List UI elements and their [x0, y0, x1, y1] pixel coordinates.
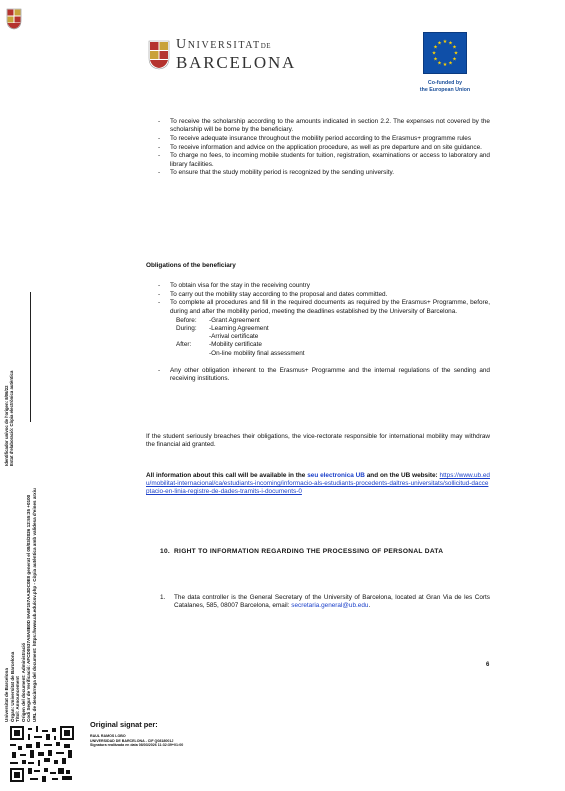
side-stamp-verification [4, 422, 38, 722]
doc-item: -Learning Agreement [209, 325, 269, 333]
page-number: 6 [486, 662, 490, 668]
section-10-number: 10. [160, 548, 171, 555]
signature-date: Signatura realitzada en data 08/03/2026 11:32:39+01:00 [90, 743, 184, 748]
side-stamp-line: Origen del document: Administració [20, 642, 26, 722]
svg-text:★: ★ [442, 39, 448, 45]
doc-stage: Before: [176, 316, 197, 324]
doc-row [176, 325, 490, 333]
ub-crest-icon [6, 8, 22, 30]
list-item: - Any other obligation inherent to the Erasmus+ Programme and the internal regulations of the sending and receiving institutions. [146, 367, 490, 383]
list-item: - To receive adequate insurance throughout the mobility period according to the Erasmus+ programme rules [146, 135, 490, 143]
svg-text:★: ★ [448, 40, 453, 47]
section-10-item-text: The data controller is the General Secretary of the University of Barcelona, located at Gran Via de les Corts Catalanes, 585, 08007 Barcelona, email: [174, 594, 490, 610]
doc-row [176, 333, 490, 341]
obligations-heading: Obligations of the beneficiary [146, 262, 236, 269]
eu-caption [404, 80, 486, 93]
signer-org: UNIVERSIDAD DE BARCELONA - CIF Q0818001J [90, 738, 174, 743]
ub-name-de: DE [260, 42, 272, 50]
obligations-list [146, 282, 490, 316]
info-paragraph [146, 472, 490, 497]
svg-text:★: ★ [437, 60, 442, 67]
signer-name: RAUL RAMOS LOBO [90, 734, 126, 738]
svg-text:★: ★ [452, 44, 457, 51]
svg-text:★: ★ [431, 50, 437, 57]
svg-text:★: ★ [433, 44, 438, 51]
signature-details [90, 734, 183, 748]
rights-section [146, 118, 490, 178]
side-stamp-line: URL de descàrrega del document: https://www.ub.edu/csv.php - Còpia autèntica amb validesa d'eines arxiu [31, 488, 37, 722]
doc-stage [176, 333, 209, 341]
doc-stage: After: [176, 341, 192, 349]
side-stamp-line: Codi Segur de Verificació: AFCD0537A8A8B0D 9A6F157AA3DC0E8 generat el 08/03/2026 12:55:35 +0100 [26, 494, 32, 722]
list-item: - To ensure that the study mobility period is recognized by the sending university. [146, 169, 490, 177]
section-10-item-number: 1. [160, 594, 166, 601]
doc-row [176, 341, 490, 349]
eu-flag [423, 32, 467, 74]
svg-text:★: ★ [452, 56, 457, 63]
list-item: - To carry out the mobility stay according to the proposal and dates committed. [146, 291, 490, 299]
ub-logo-crest-icon [148, 40, 170, 70]
signature-label: Original signat per: [90, 720, 158, 729]
required-documents [176, 317, 490, 358]
list-item: - To charge no fees, to incoming mobile students for tuition, registration, examinations or access to laboratory and library facilities. [146, 152, 490, 168]
side-stamp-line: Òrgan: Universitat de Barcelona [9, 651, 15, 722]
ub-name-line1: Universitat [176, 37, 261, 52]
rights-list [146, 118, 490, 177]
section-10-item [160, 594, 490, 610]
doc-item: -Arrival certificate [209, 333, 259, 341]
side-divider [30, 292, 31, 422]
secretaria-email-link[interactable]: secretaria.general@ub.edu [291, 602, 369, 610]
info-middle: and on the UB website: [364, 472, 440, 479]
doc-item: -Mobility certificate [209, 341, 262, 349]
eu-stars-icon [424, 33, 466, 73]
info-prefix: All information about this call will be available in the [146, 472, 308, 479]
eu-caption-line1: Co-funded by [427, 80, 463, 86]
svg-text:★: ★ [453, 50, 459, 57]
doc-stage: During: [176, 325, 197, 333]
svg-text:★: ★ [433, 56, 438, 63]
svg-text:★: ★ [442, 62, 448, 68]
doc-row [176, 317, 490, 325]
svg-text:★: ★ [437, 40, 442, 47]
list-item: - To receive information and advice on the application procedure, as well as pre departure and on site guidance. [146, 144, 490, 152]
side-stamp-line: Universitat de Barcelona [4, 668, 9, 722]
ub-name-line2: BARCELONA [176, 53, 297, 72]
email-suffix: . [368, 602, 371, 610]
seu-electronica-link[interactable]: seu electronica UB [307, 472, 365, 479]
section-10-heading [160, 548, 490, 557]
side-stamp-line: Títol: Announcement [15, 676, 21, 722]
qr-code-icon [10, 726, 74, 782]
obligations-list-extra [146, 367, 490, 383]
doc-row [176, 350, 490, 358]
list-item: - To complete all procedures and fill in the required documents as required by the Erasmus+ Programme, before, during and after the mobility period, meeting the deadlines established by the University of Barcelona. [146, 299, 490, 315]
eu-caption-line2: the European Union [419, 86, 471, 93]
obligations-section [146, 282, 490, 384]
doc-item: -On-line mobility final assessment [209, 349, 305, 357]
side-stamp-status-line: Estat d'elaboració: Còpia electrònica autèntica [9, 370, 15, 466]
list-item: - To receive the scholarship according to the amounts indicated in section 2.2. The expenses not covered by the scholarship will be borne by the beneficiary. [146, 118, 490, 134]
list-item: - To obtain visa for the stay in the receiving country [146, 282, 490, 290]
breach-paragraph: If the student seriously breaches their obligations, the vice-rectorate responsible for international mobility may withdraw the financial aid granted. [146, 433, 490, 449]
doc-item: -Grant Agreement [209, 316, 260, 324]
section-10-title: RIGHT TO INFORMATION REGARDING THE PROCESSING OF PERSONAL DATA [174, 548, 444, 555]
side-stamp-id-line: Identificador univoc de l'origen: 8/06/22 [4, 385, 9, 466]
svg-text:★: ★ [448, 60, 453, 67]
ub-website-link[interactable]: https://www.ub.edu/mobilitat-internacional/ca/estudiants-incoming/informacio-als-estudiants-procedents-daltres-universitats/sollicitud-dacceptacio-en-linia-registre-de-dades-tramits-i-documents-0 [146, 472, 490, 496]
doc-stage [176, 350, 209, 358]
ub-logo [148, 38, 296, 71]
